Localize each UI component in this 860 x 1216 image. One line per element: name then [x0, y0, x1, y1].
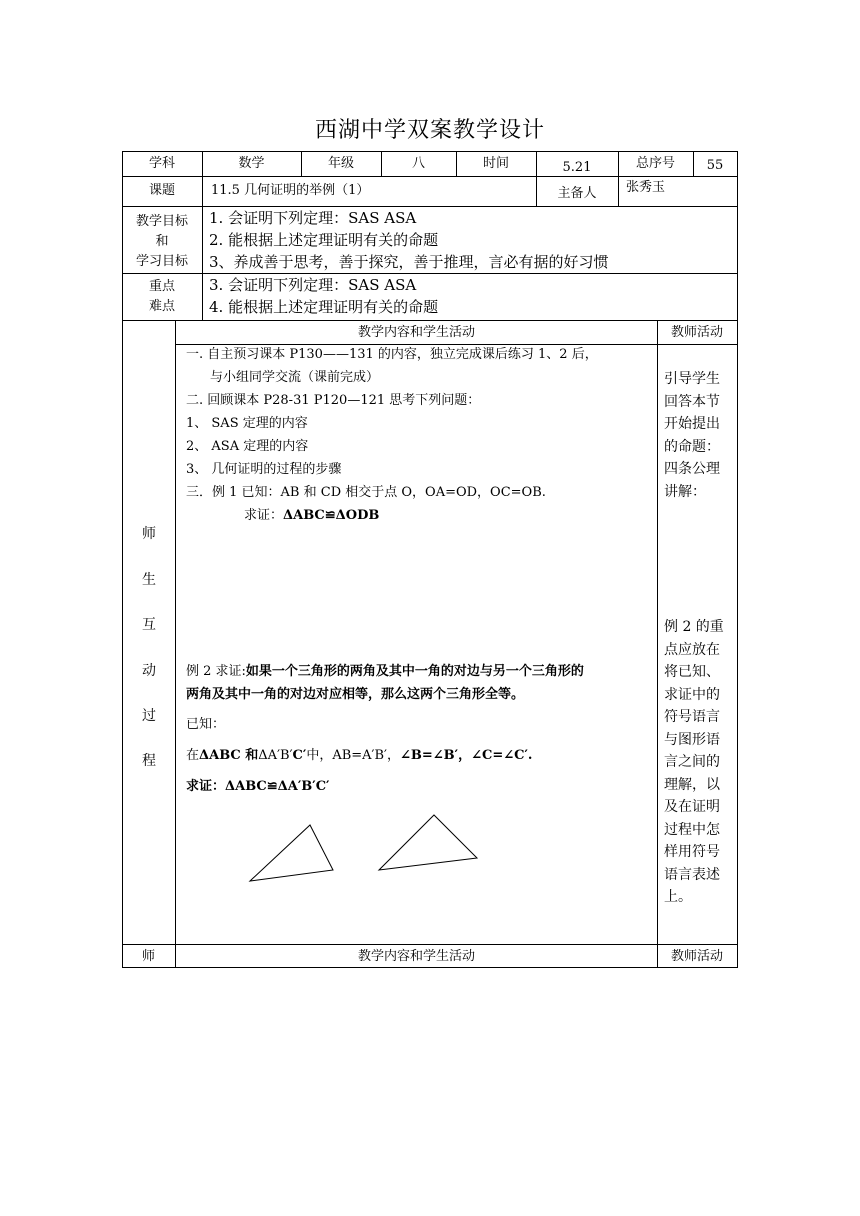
grade-label: 年级 — [327, 156, 354, 171]
serial-value: 55 — [706, 158, 724, 173]
teacher-note: 引导学生回答本节开始提出的命题：四条公理讲解： — [664, 371, 720, 500]
key-point-item: 4. 能根据上述定理证明有关的命题 — [209, 298, 439, 316]
goal-item: 1. 会证明下列定理：SAS ASA — [209, 209, 417, 227]
key-points-label-line2: 难点 — [148, 299, 175, 314]
goals-label-line2: 和 — [155, 234, 169, 249]
condition-part: C′ — [292, 748, 307, 763]
triangles-figure — [240, 808, 500, 888]
condition-part: 中，AB=A′B′， — [306, 748, 400, 763]
preparer-label: 主备人 — [557, 186, 597, 201]
condition-part: ∠C=∠C′. — [471, 748, 533, 763]
example1-prove — [244, 505, 379, 527]
condition-part: 在 — [186, 748, 200, 763]
condition-line — [186, 745, 532, 767]
activity-content-header: 教学内容和学生活动 — [357, 325, 475, 340]
triangle-abc — [250, 825, 333, 881]
condition-part: ∠B=∠B′， — [400, 748, 472, 763]
goal-item: 2. 能根据上述定理证明有关的命题 — [209, 231, 439, 249]
content-line: 3、 几何证明的过程的步骤 — [186, 462, 342, 477]
example2-line1 — [186, 661, 584, 683]
goals-label-line1: 教学目标 — [135, 214, 188, 229]
triangle-a-prime — [379, 815, 477, 870]
goals-list — [209, 207, 609, 273]
example2-prove — [186, 776, 329, 798]
subject-value: 数学 — [238, 156, 265, 171]
prove-statement: ΔABC≌ΔA′B′ — [225, 779, 316, 794]
prove-statement: C′ — [315, 779, 330, 794]
activity-teacher-header: 教师活动 — [670, 325, 723, 340]
known-label: 已知： — [186, 717, 226, 732]
condition-part: ΔA′B′ — [258, 748, 293, 763]
side-char: 动 — [142, 663, 156, 679]
footer-content-header: 教学内容和学生活动 — [357, 949, 475, 964]
subject-label: 学科 — [148, 156, 175, 171]
teacher-note: 例 2 的重点应放在将已知、求证中的符号语言与图形语言之间的理解，以及在证明过程中怎样用符号语言表述上。 — [664, 619, 724, 905]
topic-label: 课题 — [148, 183, 175, 198]
footer-teacher-header: 教师活动 — [670, 949, 723, 964]
content-line: 二. 回顾课本 P28-31 P120—121 思考下列问题： — [186, 393, 481, 408]
goal-item: 3、养成善于思考，善于探究，善于推理，言必有据的好习惯 — [209, 253, 609, 271]
condition-part: ΔABC 和 — [199, 748, 259, 763]
example2-prefix: 例 2 求证: — [186, 664, 246, 679]
side-char: 互 — [142, 617, 156, 633]
preparer-value: 张秀玉 — [626, 180, 666, 195]
example1-given: 三．例 1 已知：AB 和 CD 相交于点 O，OA=OD，OC=OB. — [186, 485, 546, 500]
content-line: 与小组同学交流（课前完成） — [210, 370, 380, 385]
example2-line2: 两角及其中一角的对边对应相等，那么这两个三角形全等。 — [186, 687, 525, 702]
page-title: 西湖中学双案教学设计 — [314, 118, 545, 143]
serial-label: 总序号 — [635, 156, 675, 171]
content-line: 1、 SAS 定理的内容 — [186, 416, 308, 431]
key-points-label — [122, 277, 202, 317]
side-char: 过 — [142, 708, 156, 724]
grade-value: 八 — [411, 156, 425, 171]
content-line: 2、 ASA 定理的内容 — [186, 439, 309, 454]
time-label: 时间 — [482, 156, 509, 171]
prove-label: 求证： — [244, 508, 284, 523]
key-points-list — [209, 274, 438, 318]
side-char: 生 — [142, 572, 156, 588]
goals-label-line3: 学习目标 — [135, 254, 188, 269]
prove-label: 求证： — [186, 779, 226, 794]
example2-text: 如果一个三角形的两角及其中一角的对边与另一个三角形的 — [245, 664, 584, 679]
time-value: 5.21 — [562, 160, 592, 175]
side-char: 程 — [142, 753, 156, 769]
content-line: 一. 自主预习课本 P130——131 的内容，独立完成课后练习 1、2 后， — [186, 347, 598, 362]
topic-value: 11.5 几何证明的举例（1） — [211, 183, 370, 198]
key-points-label-line1: 重点 — [148, 279, 175, 294]
goals-label — [122, 212, 202, 272]
prove-statement: ΔABC≌ΔODB — [283, 508, 380, 523]
key-point-item: 3. 会证明下列定理：SAS ASA — [209, 276, 417, 294]
footer-side: 师 — [141, 949, 155, 964]
side-char: 师 — [142, 526, 156, 542]
